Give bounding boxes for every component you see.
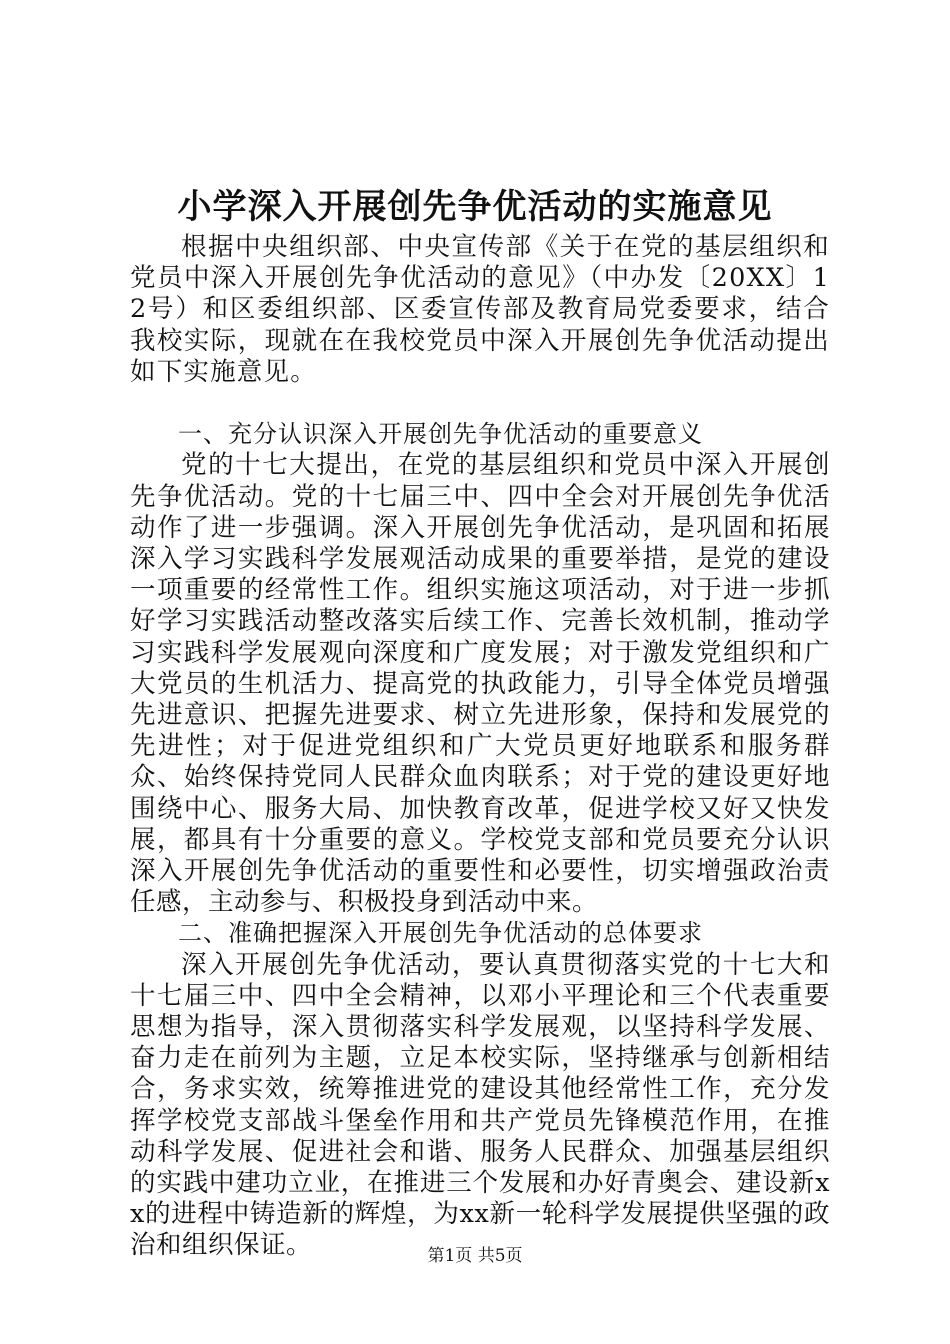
section-body-2: 深入开展创先争优活动，要认真贯彻落实党的十七大和十七届三中、四中全会精神，以邓小平理论和三个代表重要思想为指导，深入贯彻落实科学发展观，以坚持科学发展、奋力走在前列为主题，立足本校实际，坚持继承与创新相结合，务求实效，统筹推进党的建设其他经常性工作，充分发挥学校党支部战斗堡垒作用和共产党员先锋模范作用，在推动科学发展、促进社会和谐、服务人民群众、加强基层组织的实践中建功立业，在推进三个发展和办好青奥会、建设新xx的进程中铸造新的辉煌，为xx新一轮科学发展提供坚强的政治和组织保证。: [130, 949, 830, 1261]
section-body-1: 党的十七大提出，在党的基层组织和党员中深入开展创先争优活动。党的十七届三中、四中全会对开展创先争优活动作了进一步强调。深入开展创先争优活动，是巩固和拓展深入学习实践科学发展观活动成果的重要举措，是党的建设一项重要的经常性工作。组织实施这项活动，对于进一步抓好学习实践活动整改落实后续工作、完善长效机制，推动学习实践科学发展观向深度和广度发展；对于激发党组织和广大党员的生机活力、提高党的执政能力，引导全体党员增强先进意识、把握先进要求、树立先进形象，保持和发展党的先进性；对于促进党组织和广大党员更好地联系和服务群众、始终保持党同人民群众血肉联系；对于党的建设更好地围绕中心、服务大局、加快教育改革，促进学校又好又快发展，都具有十分重要的意义。学校党支部和党员要充分认识深入开展创先争优活动的重要性和必要性，切实增强政治责任感，主动参与、积极投身到活动中来。: [130, 450, 830, 918]
page-number-footer: 第1页 共5页: [427, 1246, 523, 1266]
section-heading-1: 一、充分认识深入开展创先争优活动的重要意义: [178, 420, 703, 449]
document-body: [130, 232, 830, 1262]
paragraph-spacer: [130, 388, 830, 419]
intro-paragraph: 根据中央组织部、中央宣传部《关于在党的基层组织和党员中深入开展创先争优活动的意见》（中办发〔20XX〕12号）和区委组织部、区委宣传部及教育局党委要求，结合我校实际，现就在在我校党员中深入开展创先争优活动提出如下实施意见。: [130, 232, 830, 387]
section-heading-2: 二、准确把握深入开展创先争优活动的总体要求: [178, 919, 703, 948]
document-title: 小学深入开展创先争优活动的实施意见: [177, 187, 773, 227]
